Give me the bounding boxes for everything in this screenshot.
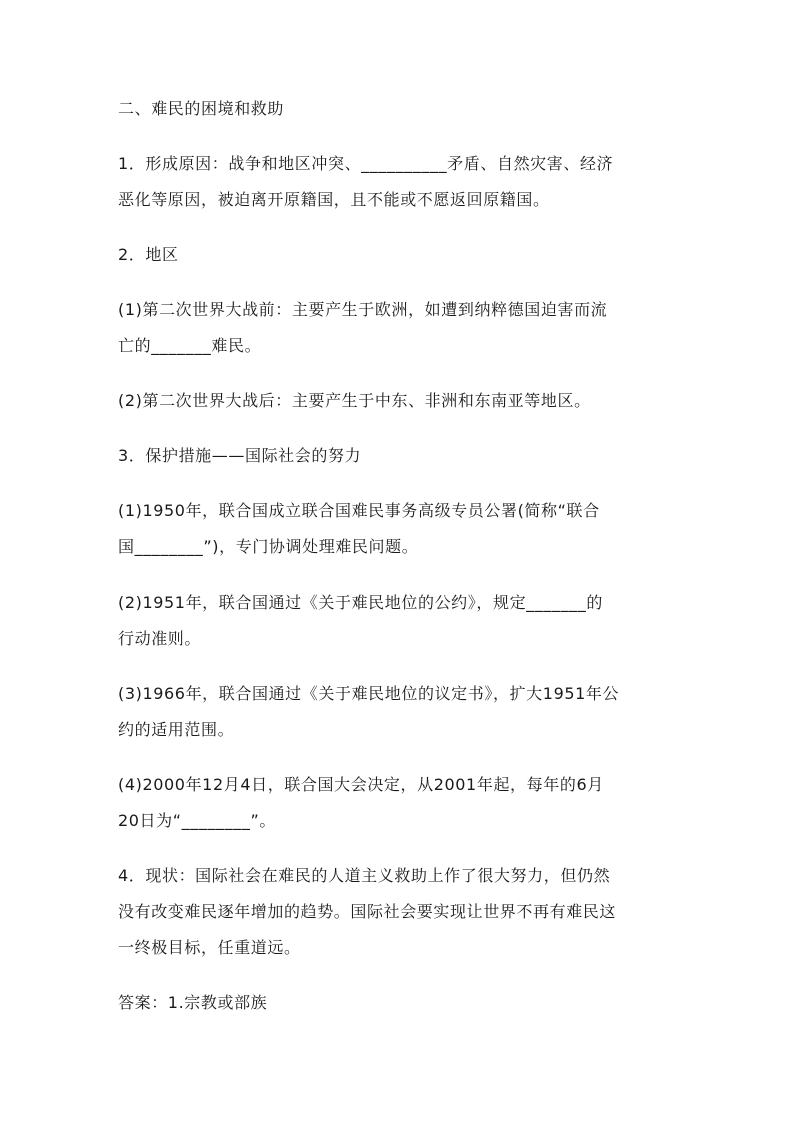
item1-line1: 1．形成原因：战争和地区冲突、__________矛盾、自然灾害、经济: [118, 154, 614, 173]
item2-sub2: (2)第二次世界大战后：主要产生于中东、非洲和东南亚等地区。: [118, 391, 591, 410]
item3-sub4-line1: (4)2000年12月4日，联合国大会决定，从2001年起，每年的6月: [118, 775, 604, 794]
item3-sub1-line2: 国________”)，专门协调处理难民问题。: [118, 537, 419, 556]
item4-line1: 4．现状：国际社会在难民的人道主义救助上作了很大努力，但仍然: [118, 866, 611, 885]
item3-sub1-line1: (1)1950年，联合国成立联合国难民事务高级专员公署(简称“联合: [118, 501, 600, 520]
item4-line3: 一终极目标，任重道远。: [118, 938, 301, 957]
item3-title: 3．保护措施——国际社会的努力: [118, 446, 362, 465]
item3-sub2-line2: 行动准则。: [118, 629, 202, 648]
item3-sub3-line2: 约的适用范围。: [118, 720, 235, 739]
item2-sub1-line2: 亡的_______难民。: [118, 336, 262, 355]
item3-sub4-line2: 20日为“________”。: [118, 811, 276, 830]
item4-line2: 没有改变难民逐年增加的趋势。国际社会要实现让世界不再有难民这: [118, 902, 617, 921]
item1-line2: 恶化等原因，被迫离开原籍国，且不能或不愿返回原籍国。: [118, 190, 550, 209]
item3-sub2-line1: (2)1951年，联合国通过《关于难民地位的公约》，规定_______的: [118, 593, 603, 612]
answer-line: 答案：1.宗教或部族: [118, 993, 268, 1012]
item2-sub1-line1: (1)第二次世界大战前：主要产生于欧洲，如遭到纳粹德国迫害而流: [118, 300, 608, 319]
item2-title: 2．地区: [118, 245, 179, 264]
section-heading: 二、难民的困境和救助: [118, 99, 285, 118]
item3-sub3-line1: (3)1966年，联合国通过《关于难民地位的议定书》，扩大1951年公: [118, 684, 620, 703]
